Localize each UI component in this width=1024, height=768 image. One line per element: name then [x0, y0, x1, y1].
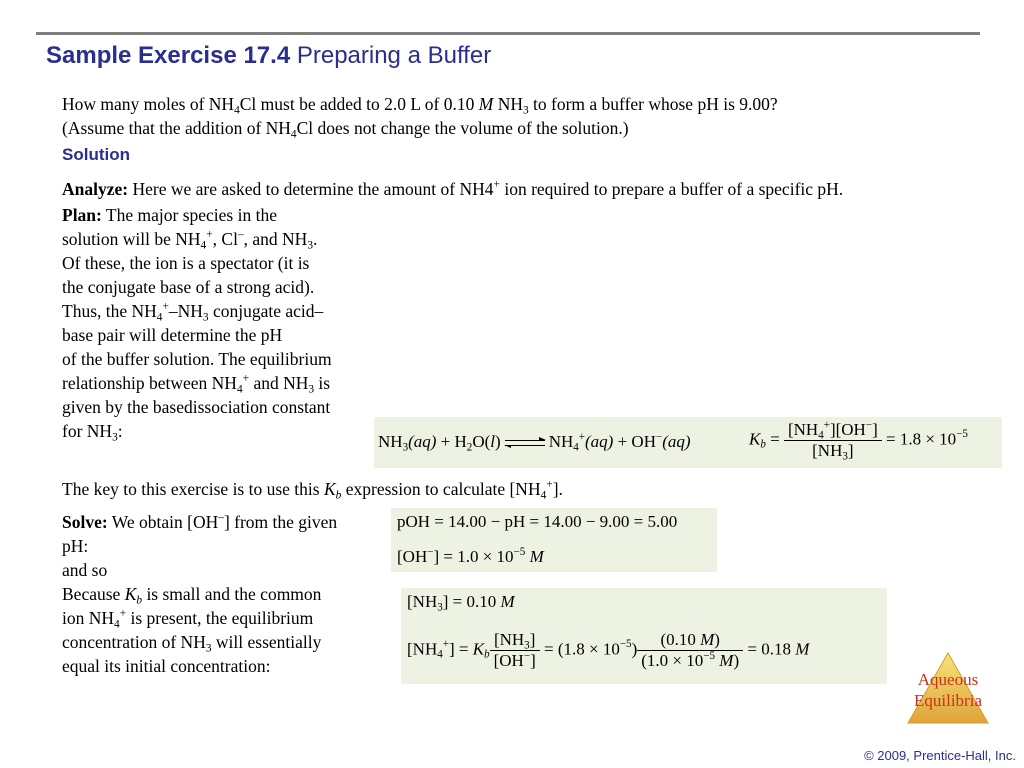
plan-line: given by the basedissociation constant	[62, 397, 331, 417]
plan-line: solution will be $NH_4^+$, Cl–, and $NH_3$.	[62, 228, 318, 252]
solve-line: Solve: We obtain [OH–] from the given	[62, 511, 338, 532]
solve-line: equal its initial concentration:	[62, 656, 271, 676]
plan-line: Of these, the ion is a spectator (it is	[62, 253, 310, 273]
oh-concentration-line: $[OH^-] = 1.0 \times 10^{-5}$ M	[397, 545, 544, 566]
question-line-1: How many moles of $NH_4Cl$ must be added to 2.0 L of 0.10 M $NH_3$ to form a buffer whose pH is 9.00?	[62, 94, 778, 117]
plan-line: the conjugate base of a strong acid).	[62, 277, 315, 297]
badge-line: Equilibria	[914, 691, 982, 710]
equilibrium-equation-box	[374, 417, 1002, 468]
title-rule	[36, 32, 980, 35]
plan-line: of the buffer solution. The equilibrium	[62, 349, 332, 369]
slide-title: Sample Exercise 17.4 Preparing a Buffer	[46, 42, 492, 69]
kb-fraction: $\frac{[NH_4^+][OH^-]}{[NH_3]}$	[784, 420, 882, 461]
value-fraction: $\frac{(0.10 M)}{(1.0 \times 10^{-5} M)}$	[637, 630, 743, 671]
copyright: © 2009, Prentice-Hall, Inc.	[864, 748, 1016, 763]
ratio-fraction: $\frac{[NH_3]}{[OH^-]}$	[490, 630, 540, 671]
solve-line: and so	[62, 560, 108, 580]
poh-line: pOH = 14.00 − pH = 14.00 − 9.00 = 5.00	[397, 512, 678, 531]
solution-heading: Solution	[62, 145, 130, 164]
plan-line: relationship between $NH_4^+$ and $NH_3$ is	[62, 372, 331, 396]
plan-line: Thus, the $NH_4^+-NH_3$ conjugate acid–	[62, 300, 324, 324]
solve-line: concentration of $NH_3$ will essentially	[62, 632, 322, 655]
plan-line: Plan: The major species in the	[62, 205, 277, 225]
analyze-paragraph: Analyze: Here we are asked to determine the amount of NH4+ ion required to prepare a buffer of a specific pH.	[62, 178, 844, 199]
equilibrium-reaction: $NH_3(aq) + H_2O(l)$ $NH_4^+(aq) + OH^-(aq)$	[378, 430, 691, 454]
solve-line: pH:	[62, 536, 89, 556]
key-sentence: The key to this exercise is to use this $K_b$ expression to calculate $[NH_4^+]$.	[62, 478, 563, 502]
solve-line: ion $NH_4^+$ is present, the equilibrium	[62, 607, 314, 631]
section-badge	[898, 669, 998, 711]
plan-line: for $NH_3$:	[62, 421, 123, 444]
plan-line: base pair will determine the pH	[62, 325, 283, 345]
nh-concentration-box	[401, 588, 887, 684]
poh-equation-box	[391, 508, 717, 572]
kb-expression: $K_b$ = $\frac{[NH_4^+][OH^-]}{[NH_3]}$ = $1.8 \times 10^{-5}$	[749, 418, 968, 463]
solve-line: Because $K_b$ is small and the common	[62, 584, 322, 607]
equilibrium-arrows-icon	[505, 438, 545, 448]
nh3-concentration-line: $[NH_3] = 0.10$ M	[407, 592, 515, 614]
badge-line: Aqueous	[917, 670, 979, 689]
nh4-concentration-line: $[NH_4^+] = K_b$ $\frac{[NH_3]}{[OH^-]}$ = $(1.8 \times 10^{-5})$ $\frac{(0.10 M)}{(1.0 \times 10^{-5} M)}$ = 0.18 M	[407, 630, 810, 670]
question-line-2: (Assume that the addition of $NH_4Cl$ does not change the volume of the solution.)	[62, 118, 629, 141]
